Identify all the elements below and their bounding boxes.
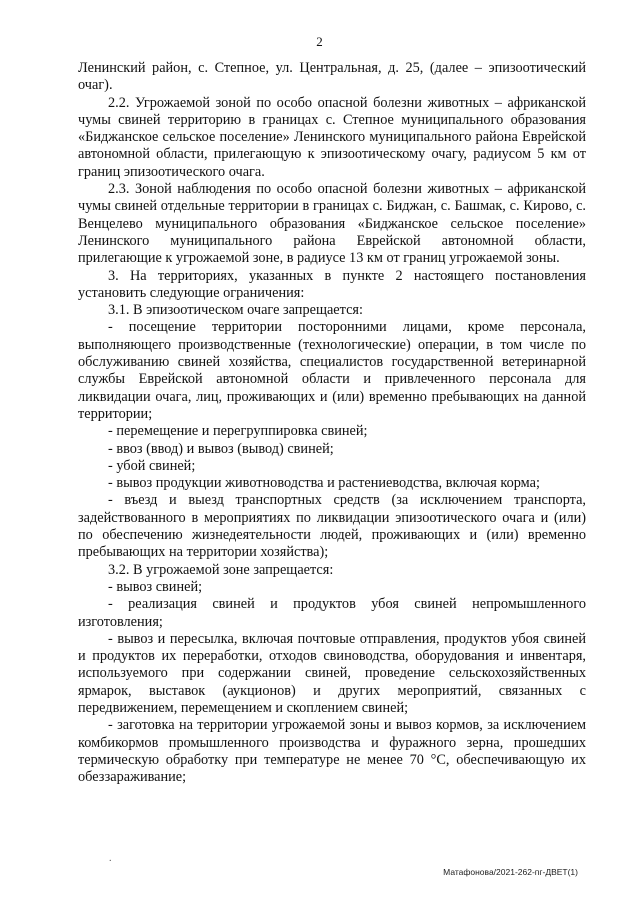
- page-number: 2: [316, 34, 323, 49]
- paragraph-3: 3. На территориях, указанных в пункте 2 настоящего постановления установить следующие ограничения:: [78, 267, 586, 301]
- paragraph-3-2: 3.2. В угрожаемой зоне запрещается:: [108, 561, 334, 578]
- list-item: - убой свиней;: [108, 457, 196, 474]
- footer-mark: .: [109, 853, 112, 864]
- list-item: - вывоз и пересылка, включая почтовые отправления, продуктов убоя свиней и продуктов их переработки, отходов свиноводства, оборудования и инвентаря, используемого при содержании свиней, проведение сельскохозяйственных ярмарок, выставок (аукционов) и других мероприятий, связанных с передвижением, перемещением и скоплением свиней;: [78, 630, 586, 716]
- list-item: - въезд и выезд транспортных средств (за исключением транспорта, задействованного в мероприятиях по ликвидации эпизоотического очага и (или) по обеспечению жизнедеятельности людей, проживающих и (или) временно пребывающих на территории хозяйства);: [78, 492, 586, 561]
- list-item: - заготовка на территории угрожаемой зоны и вывоз кормов, за исключением комбикормов промышленного производства и фуражного зерна, прошедших термическую обработку при температуре не менее 70 °С, обеспечивающую их обеззараживание;: [78, 717, 586, 786]
- paragraph-continuation: Ленинский район, с. Степное, ул. Центральная, д. 25, (далее – эпизоотический очаг).: [78, 60, 586, 94]
- paragraph-3-1: 3.1. В эпизоотическом очаге запрещается:: [108, 302, 363, 319]
- list-item: - вывоз свиней;: [108, 578, 203, 595]
- paragraph-2-3: 2.3. Зоной наблюдения по особо опасной болезни животных – африканской чумы свиней отдельные территории в границах с. Биджан, с. Башмак, с. Кирово, с. Венцелево муниципального образования «Биджанское сельское поселение» Ленинского муниципального района Еврейской автономной области, прилегающие к угрожаемой зоне, в радиусе 13 км от границ угрожаемой зоны.: [78, 181, 586, 267]
- list-item: - посещение территории посторонними лицами, кроме персонала, выполняющего производственные (технологические) операции, в том числе по обслуживанию свиней хозяйства, специалистов государственной ветеринарной службы Еврейской автономной области и привлеченного персонала для ликвидации очага, лиц, проживающих и (или) временно пребывающих на данной территории;: [78, 319, 586, 422]
- document-body: [78, 60, 586, 786]
- paragraph-2-2: 2.2. Угрожаемой зоной по особо опасной болезни животных – африканской чумы свиней территорию в границах с. Степное муниципального образования «Биджанское сельское поселение» Ленинского муниципального района Еврейской автономной области, прилегающую к эпизоотическому очагу, радиусом 5 км от границ эпизоотического очага.: [78, 94, 586, 180]
- list-item: - ввоз (ввод) и вывоз (вывод) свиней;: [108, 440, 334, 457]
- document-code: Матафонова/2021-262-пг-ДВЕТ(1): [443, 867, 578, 877]
- list-item: - вывоз продукции животноводства и растениеводства, включая корма;: [108, 475, 540, 492]
- list-item: - реализация свиней и продуктов убоя свиней непромышленного изготовления;: [78, 596, 586, 630]
- list-item: - перемещение и перегруппировка свиней;: [108, 423, 368, 440]
